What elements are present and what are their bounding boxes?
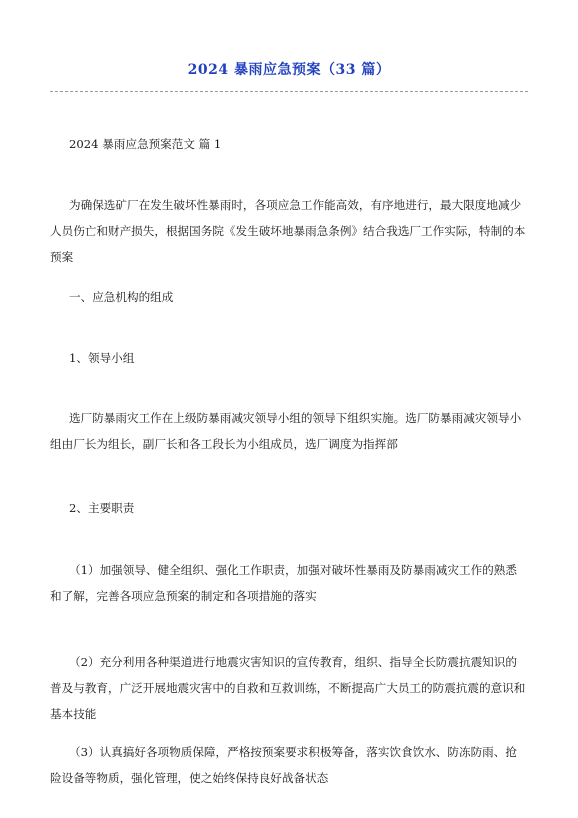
title-divider <box>50 91 528 92</box>
duty-paragraph: （2）充分利用各种渠道进行地震灾害知识的宣传教育，组织、指导全长防震抗震知识的普及与教育，广泛开展地震灾害中的自救和互救训练，不断提高广大员工的防震抗震的意识和基本技能 <box>50 655 526 721</box>
subsection-heading: 2、主要职责 <box>69 501 135 515</box>
page-title: 2024 暴雨应急预案（33 篇） <box>187 62 391 78</box>
subsection-heading: 1、领导小组 <box>69 351 135 365</box>
duty-paragraph: （1）加强领导、健全组织、强化工作职责，加强对破坏性暴雨及防暴雨减灾工作的熟悉和了解，完善各项应急预案的制定和各项措施的落实 <box>50 563 517 603</box>
duty-paragraph: （3）认真搞好各项物质保障，严格按预案要求积极筹备，落实饮食饮水、防冻防雨、抢险设备等物质，强化管理，使之始终保持良好战备状态 <box>50 745 517 785</box>
intro-paragraph: 为确保选矿厂在发生破坏性暴雨时，各项应急工作能高效，有序地进行，最大限度地减少人员伤亡和财产损失，根据国务院《发生破坏地暴雨急条例》结合我选厂工作实际，特制的本预案 <box>50 198 526 264</box>
section-heading: 一、应急机构的组成 <box>69 290 174 304</box>
body-paragraph: 选厂防暴雨灾工作在上级防暴雨减灾领导小组的领导下组织实施。选厂防暴雨减灾领导小组由厂长为组长，副厂长和各工段长为小组成员，选厂调度为指挥部 <box>50 411 522 451</box>
document-subtitle: 2024 暴雨应急预案范文 篇 1 <box>69 137 222 151</box>
